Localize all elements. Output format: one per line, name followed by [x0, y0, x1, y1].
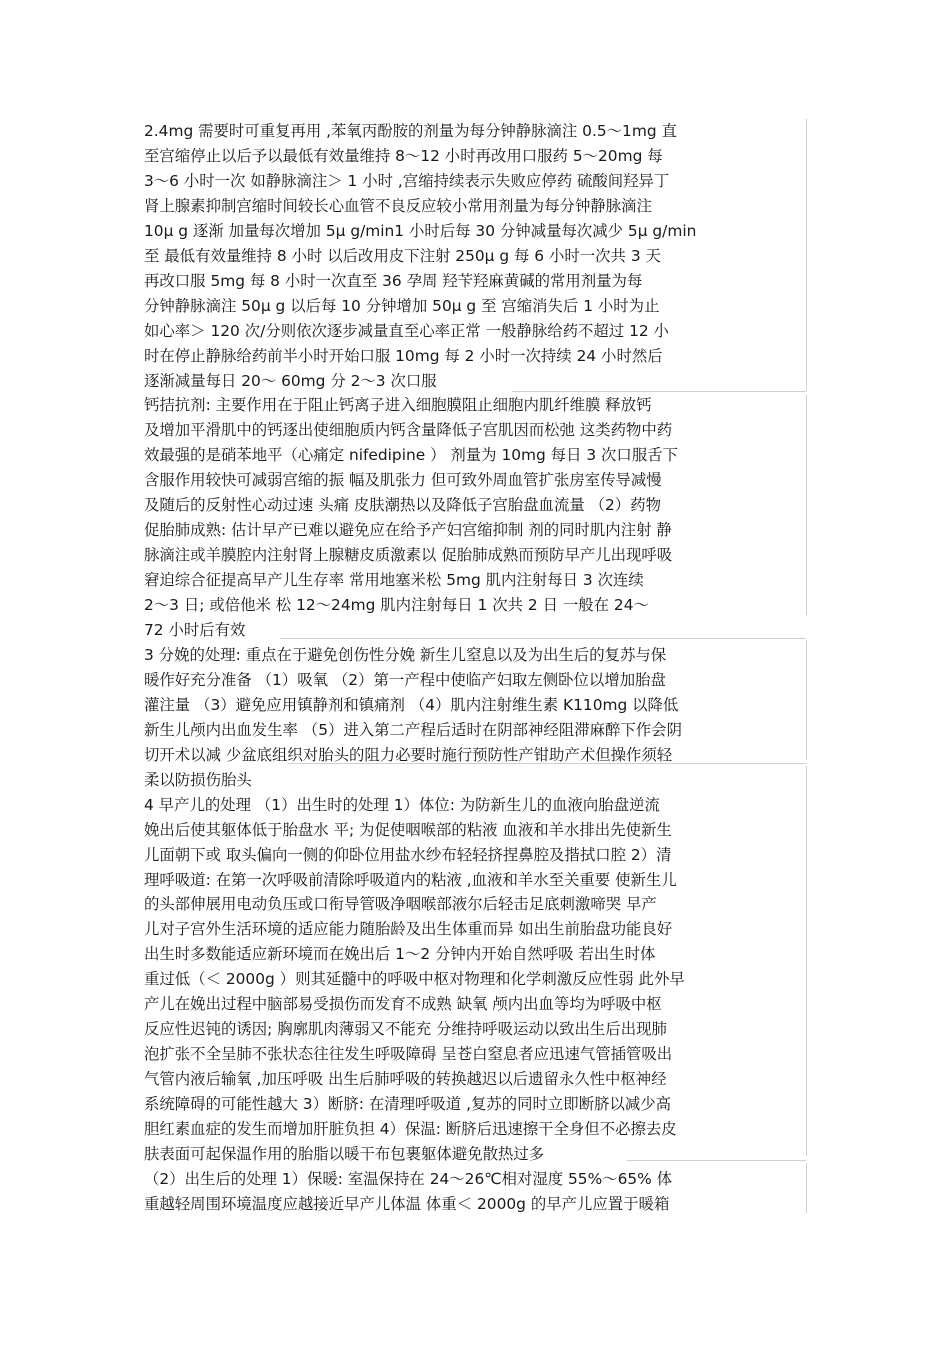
text-line: 的头部伸展用电动负压或口衔导管吸净咽喉部液尔后轻击足底刺激啼哭 早产 [144, 895, 657, 913]
text-line: 分钟静脉滴注 50μ g 以后每 10 分钟增加 50μ g 至 宫缩消失后 1 小时为止 [144, 297, 660, 315]
text-line: 效最强的是硝苯地平（心痛定 nifedipine ） 剂量为 10mg 每日 3 次口服舌下 [144, 446, 678, 464]
text-line: 2～3 日; 或倍他米 松 12～24mg 肌内注射每日 1 次共 2 日 一般在 24～ [144, 596, 649, 614]
text-line: 理呼吸道: 在第一次呼吸前清除呼吸道内的粘液 ,血液和羊水至关重要 使新生儿 [144, 871, 677, 889]
text-line: 再改口服 5mg 每 8 小时一次直至 36 孕周 羟苄羟麻黄碱的常用剂量为每 [144, 272, 643, 290]
text-line: 窘迫综合征提高早产儿生存率 常用地塞米松 5mg 肌内注射每日 3 次连续 [144, 571, 644, 589]
text-line: 如心率＞ 120 次/分则依次逐步减量直至心率正常 一般静脉给药不超过 12 小 [144, 322, 669, 340]
text-line: 气管内液后输氧 ,加压呼吸 出生后肺呼吸的转换越迟以后遗留永久性中枢神经 [144, 1070, 667, 1088]
text-line: （2）出生后的处理 1）保暖: 室温保持在 24～26℃相对湿度 55%～65% 体 [144, 1170, 673, 1188]
text-line: 重过低（＜ 2000g ）则其延髓中的呼吸中枢对物理和化学刺激反应性弱 此外早 [144, 970, 685, 988]
text-line: 至宫缩停止以后予以最低有效量维持 8～12 小时再改用口服药 5～20mg 每 [144, 147, 663, 165]
text-line: 肤表面可起保温作用的胎脂以暖干布包裹躯体避免散热过多 [144, 1145, 545, 1163]
text-line: 柔以防损伤胎头 [144, 771, 252, 789]
text-line: 灌注量 （3）避免应用镇静剂和镇痛剂 （4）肌内注射维生素 K110mg 以降低 [144, 696, 679, 714]
text-line: 10μ g 逐渐 加量每次增加 5μ g/min1 小时后每 30 分钟减量每次减少 5μ g/min [144, 222, 697, 240]
text-line: 泡扩张不全呈肺不张状态往往发生呼吸障碍 呈苍白窒息者应迅速气管插管吸出 [144, 1045, 673, 1063]
text-line: 钙拮抗剂: 主要作用在于阻止钙离子进入细胞膜阻止细胞内肌纤维膜 释放钙 [144, 396, 652, 414]
text-line: 切开术以减 少盆底组织对胎头的阻力必要时施行预防性产钳助产术但操作须轻 [144, 746, 673, 764]
text-line: 胆红素血症的发生而增加肝脏负担 4）保温: 断脐后迅速擦干全身但不必擦去皮 [144, 1120, 677, 1138]
text-line: 出生时多数能适应新环境而在娩出后 1～2 分钟内开始自然呼吸 若出生时体 [144, 945, 656, 963]
text-line: 儿面朝下或 取头偏向一侧的仰卧位用盐水纱布轻轻挤捏鼻腔及揩拭口腔 2）清 [144, 846, 672, 864]
text-line: 逐渐减量每日 20～ 60mg 分 2～3 次口服 [144, 372, 437, 390]
text-line: 3 分娩的处理: 重点在于避免创伤性分娩 新生儿窒息以及为出生后的复苏与保 [144, 646, 667, 664]
text-line: 及随后的反射性心动过速 头痛 皮肤潮热以及降低子宫胎盘血流量 （2）药物 [144, 496, 661, 514]
text-line: 3～6 小时一次 如静脉滴注＞ 1 小时 ,宫缩持续表示失败应停药 硫酸间羟异丁 [144, 172, 670, 190]
text-line: 重越轻周围环境温度应越接近早产儿体温 体重＜ 2000g 的早产儿应置于暖箱 [144, 1195, 670, 1213]
text-line: 脉滴注或羊膜腔内注射肾上腺糖皮质激素以 促胎肺成熟而预防早产儿出现呼吸 [144, 546, 673, 564]
text-line: 及增加平滑肌中的钙逐出使细胞质内钙含量降低子宫肌因而松弛 这类药物中药 [144, 421, 673, 439]
text-line: 反应性迟钝的诱因; 胸廓肌肉薄弱又不能充 分维持呼吸运动以致出生后出现肺 [144, 1020, 667, 1038]
text-line: 含服作用较快可减弱宫缩的振 幅及肌张力 但可致外周血管扩张房室传导减慢 [144, 471, 662, 489]
text-line: 系统障碍的可能性越大 3）断脐: 在清理呼吸道 ,复苏的同时立即断脐以减少高 [144, 1095, 672, 1113]
text-line: 肾上腺素抑制宫缩时间较长心血管不良反应较小常用剂量为每分钟静脉滴注 [144, 197, 652, 215]
text-line: 4 早产儿的处理 （1）出生时的处理 1）体位: 为防新生儿的血液向胎盘逆流 [144, 796, 660, 814]
text-line: 2.4mg 需要时可重复再用 ,苯氧丙酚胺的剂量为每分钟静脉滴注 0.5～1mg 直 [144, 122, 677, 140]
text-line: 72 小时后有效 [144, 621, 246, 639]
text-line: 产儿在娩出过程中脑部易受损伤而发育不成熟 缺氧 颅内出血等均为呼吸中枢 [144, 995, 662, 1013]
text-line: 娩出后使其躯体低于胎盘水 平; 为促使咽喉部的粘液 血液和羊水排出先使新生 [144, 821, 672, 839]
text-line: 暖作好充分准备 （1）吸氧 （2）第一产程中使临产妇取左侧卧位以增加胎盘 [144, 671, 666, 689]
text-line: 至 最低有效量维持 8 小时 以后改用皮下注射 250μ g 每 6 小时一次共 3 天 [144, 247, 661, 265]
text-line: 时在停止静脉给药前半小时开始口服 10mg 每 2 小时一次持续 24 小时然后 [144, 347, 663, 365]
text-line: 促胎肺成熟: 估计早产已难以避免应在给予产妇宫缩抑制 剂的同时肌内注射 静 [144, 521, 672, 539]
text-line: 新生儿颅内出血发生率 （5）进入第二产程后适时在阴部神经阻滞麻醉下作会阴 [144, 721, 682, 739]
text-line: 儿对子宫外生活环境的适应能力随胎龄及出生体重而异 如出生前胎盘功能良好 [144, 920, 673, 938]
